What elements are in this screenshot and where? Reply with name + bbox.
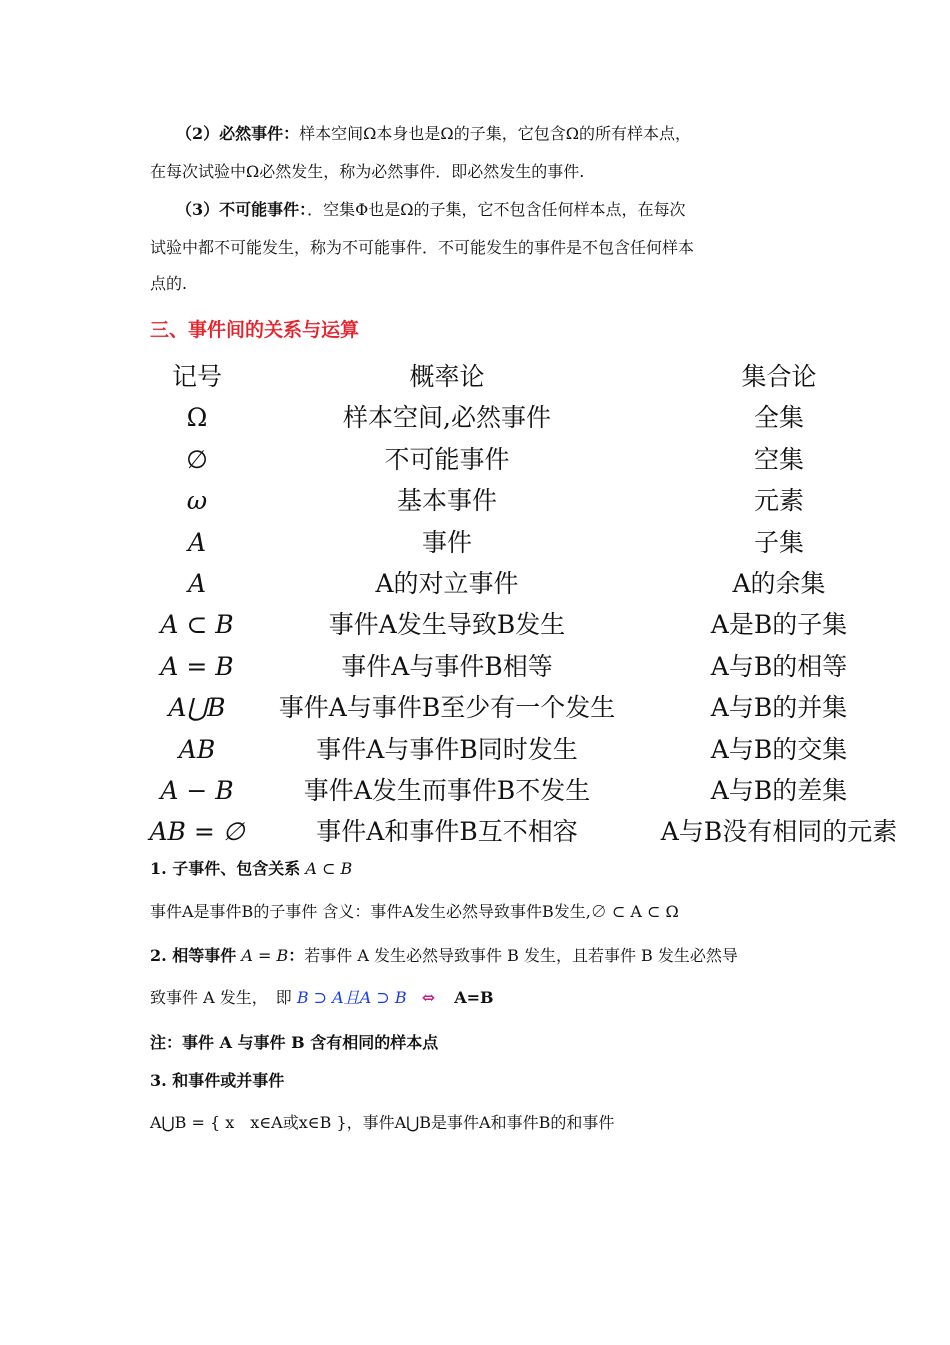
- notation-cell: AB = ∅: [149, 817, 245, 847]
- item1-math: A ⊂ B: [305, 859, 353, 878]
- item1-title: 1. 子事件、包含关系: [150, 859, 301, 878]
- set-theory-cell: A与B的交集: [710, 734, 848, 764]
- relation-table: [150, 356, 920, 853]
- notation-cell: ∅: [186, 444, 208, 474]
- header-set-theory: 集合论: [741, 362, 817, 391]
- item1-title-line: [150, 858, 352, 880]
- para-impossible-text3: 点的.: [150, 274, 188, 293]
- notation-cell: AB: [178, 734, 216, 764]
- para-impossible-text1: ．空集Φ也是Ω的子集，它不包含任何样本点，在每次: [307, 200, 686, 219]
- probability-cell: 事件A发生而事件B不发生: [303, 775, 591, 805]
- item2-text2: 致事件 A 发生， 即: [150, 988, 292, 1007]
- item2-condition: B ⊃ A且A ⊃ B: [296, 988, 407, 1007]
- item2-line1: [150, 945, 738, 967]
- para-necessary-text2: 在每次试验中Ω必然发生，称为必然事件．即必然发生的事件.: [150, 162, 585, 181]
- probability-cell: 样本空间,必然事件: [343, 403, 551, 433]
- item2-text1: 若事件 A 发生必然导致事件 B 发生，且若事件 B 发生必然导: [304, 946, 738, 965]
- probability-cell: A的对立事件: [375, 568, 519, 598]
- table-row: [150, 646, 920, 687]
- probability-cell: 事件A发生导致B发生: [328, 610, 566, 640]
- notation-cell: ω: [186, 486, 208, 516]
- probability-cell: 事件: [421, 527, 473, 557]
- table-row: [150, 604, 920, 645]
- item3-title: 3. 和事件或并事件: [150, 1071, 285, 1090]
- probability-cell: 不可能事件: [384, 444, 510, 474]
- para-impossible-line1: [176, 199, 686, 221]
- set-theory-cell: 全集: [753, 403, 805, 433]
- para-impossible-term: 不可能事件：: [219, 200, 308, 219]
- notation-cell: A: [187, 568, 207, 598]
- note: 注：事件 A 与事件 B 含有相同的样本点: [150, 1033, 439, 1052]
- header-notation: 记号: [171, 362, 223, 391]
- item2-title: 2. 相等事件: [150, 946, 237, 965]
- item2-result: A=B: [454, 988, 494, 1007]
- para-impossible-num: （3）: [176, 200, 220, 219]
- header-probability: 概率论: [409, 362, 485, 391]
- table-row: [150, 522, 920, 563]
- para-necessary-num: （2）: [176, 124, 220, 143]
- table-row: [150, 397, 920, 438]
- set-theory-cell: A与B的相等: [710, 651, 848, 681]
- item2-math: A = B: [241, 946, 289, 965]
- notation-cell: A ⊂ B: [160, 610, 234, 640]
- para-necessary-line1: [176, 123, 691, 145]
- table-row: [150, 811, 920, 852]
- para-necessary-term: 必然事件：: [219, 124, 300, 143]
- set-theory-cell: 子集: [753, 527, 805, 557]
- table-row: [150, 439, 920, 480]
- probability-cell: 事件A和事件B互不相容: [316, 817, 578, 847]
- item3-formula: A⋃B = { x x∈A或x∈B }，事件A⋃B是事件A和事件B的和事件: [150, 1113, 615, 1132]
- probability-cell: 事件A与事件B至少有一个发生: [278, 693, 616, 723]
- table-row: [150, 729, 920, 770]
- notation-cell: Ω: [186, 403, 208, 433]
- para-necessary-text1: 样本空间Ω本身也是Ω的子集，它包含Ω的所有样本点，: [299, 124, 691, 143]
- notation-cell: A⋃B: [168, 693, 226, 723]
- set-theory-cell: 元素: [753, 486, 805, 516]
- table-row: [150, 687, 920, 728]
- set-theory-cell: A与B的并集: [710, 693, 848, 723]
- equivalence-icon: ⇔: [421, 988, 436, 1007]
- table-row: [150, 480, 920, 521]
- table-row: [150, 563, 920, 604]
- item1-desc: 事件A是事件B的子事件 含义：事件A发生必然导致事件B发生,∅ ⊂ A ⊂ Ω: [150, 902, 679, 921]
- section-title: 三、事件间的关系与运算: [150, 319, 360, 341]
- set-theory-cell: A是B的子集: [710, 610, 848, 640]
- set-theory-cell: A与B没有相同的元素: [660, 817, 898, 847]
- set-theory-cell: A的余集: [732, 568, 826, 598]
- table-header-row: [150, 356, 920, 397]
- probability-cell: 事件A与事件B同时发生: [316, 734, 578, 764]
- notation-cell: A − B: [160, 775, 234, 805]
- probability-cell: 事件A与事件B相等: [341, 651, 553, 681]
- item2-colon: ：: [288, 946, 305, 965]
- notation-cell: A = B: [160, 651, 234, 681]
- para-impossible-text2: 试验中都不可能发生，称为不可能事件．不可能发生的事件是不包含任何样本: [150, 238, 695, 257]
- notation-cell: A: [187, 527, 207, 557]
- item2-line2: [150, 987, 494, 1009]
- table-row: [150, 770, 920, 811]
- set-theory-cell: 空集: [753, 444, 805, 474]
- probability-cell: 基本事件: [396, 486, 498, 516]
- set-theory-cell: A与B的差集: [710, 775, 848, 805]
